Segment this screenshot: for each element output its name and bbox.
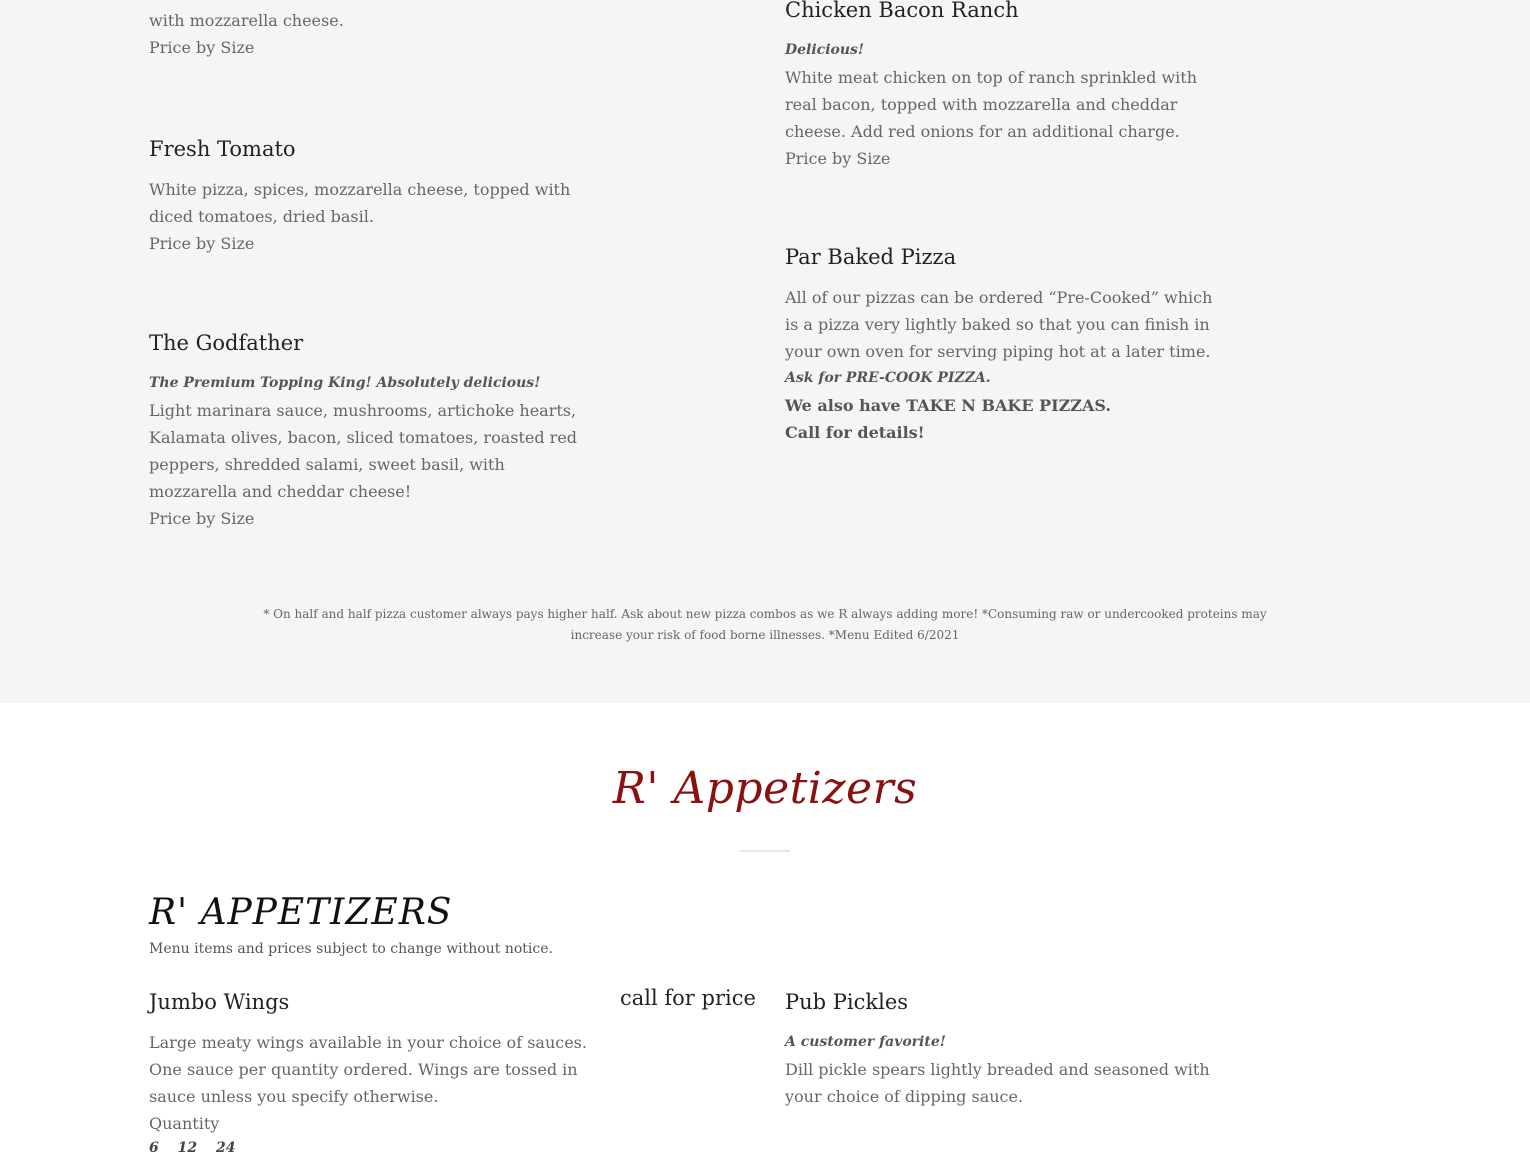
item-price: call for price (620, 986, 756, 1010)
title-divider (740, 850, 790, 852)
item-description: All of our pizzas can be ordered “Pre-Cooked” which is a pizza very lightly baked so that you can finish in your own oven for serving piping hot at a later time. (785, 288, 1213, 362)
item-price: Price by Size (785, 149, 891, 169)
item-title: Jumbo Wings (149, 990, 290, 1014)
menu-disclaimer: Menu items and prices subject to change without notice. (149, 941, 553, 957)
item-description: with mozzarella cheese. (149, 11, 344, 30)
menu-footnote: * On half and half pizza customer always pays higher half. Ask about new pizza combos as we R always adding more! *Consuming raw or undercooked proteins may increase your risk of food borne illnesses. *Menu Edited 6/2021 (263, 607, 1267, 642)
item-price: Price by Size (149, 509, 255, 529)
item-tagline: Ask for PRE-COOK PIZZA. (785, 370, 991, 387)
item-tagline: A customer favorite! (785, 1034, 946, 1051)
menu-item-chicken-bacon-ranch (785, 0, 1225, 172)
menu-item-pub-pickles (785, 990, 1225, 1110)
item-tagline: The Premium Topping King! Absolutely delicious! (149, 375, 541, 392)
item-title: Fresh Tomato (149, 137, 296, 161)
item-description: Dill pickle spears lightly breaded and seasoned with your choice of dipping sauce. (785, 1060, 1210, 1107)
item-price: Price by Size (149, 234, 255, 254)
menu-item-jumbo-wings (149, 990, 589, 1159)
item-title: Chicken Bacon Ranch (785, 0, 1019, 22)
item-description: Light marinara sauce, mushrooms, artichoke hearts, Kalamata olives, bacon, sliced tomatoes, roasted red peppers, shredded salami, sweet basil, with mozzarella and cheddar cheese! (149, 401, 578, 502)
item-description: White pizza, spices, mozzarella cheese, topped with diced tomatoes, dried basil. (149, 180, 571, 227)
menu-item-fresh-tomato (149, 137, 589, 257)
menu-heading: R' APPETIZERS (149, 892, 453, 933)
quantity-option: 6 (149, 1140, 159, 1157)
quantity-option: 24 (215, 1140, 236, 1157)
take-n-bake-note: We also have TAKE N BAKE PIZZAS. (785, 396, 1111, 416)
item-price: Price by Size (149, 38, 255, 57)
item-description: White meat chicken on top of ranch sprinkled with real bacon, topped with mozzarella and cheddar cheese. Add red onions for an additional charge. (785, 68, 1198, 142)
item-title: Par Baked Pizza (785, 245, 957, 269)
section-title: R' Appetizers (612, 763, 918, 814)
call-for-details-note: Call for details! (785, 423, 925, 443)
quantity-label: Quantity (149, 1114, 220, 1134)
menu-item-the-godfather (149, 331, 589, 532)
quantity-option: 12 (177, 1140, 198, 1157)
item-title: Pub Pickles (785, 990, 909, 1014)
item-description: Large meaty wings available in your choice of sauces. One sauce per quantity ordered. Wings are tossed in sauce unless you specify otherwise. (149, 1033, 587, 1107)
quantity-options (149, 1137, 589, 1159)
item-title: The Godfather (149, 331, 304, 355)
item-tagline: Delicious! (785, 42, 865, 59)
menu-item-partial (149, 7, 589, 61)
menu-item-par-baked-pizza (785, 245, 1225, 446)
